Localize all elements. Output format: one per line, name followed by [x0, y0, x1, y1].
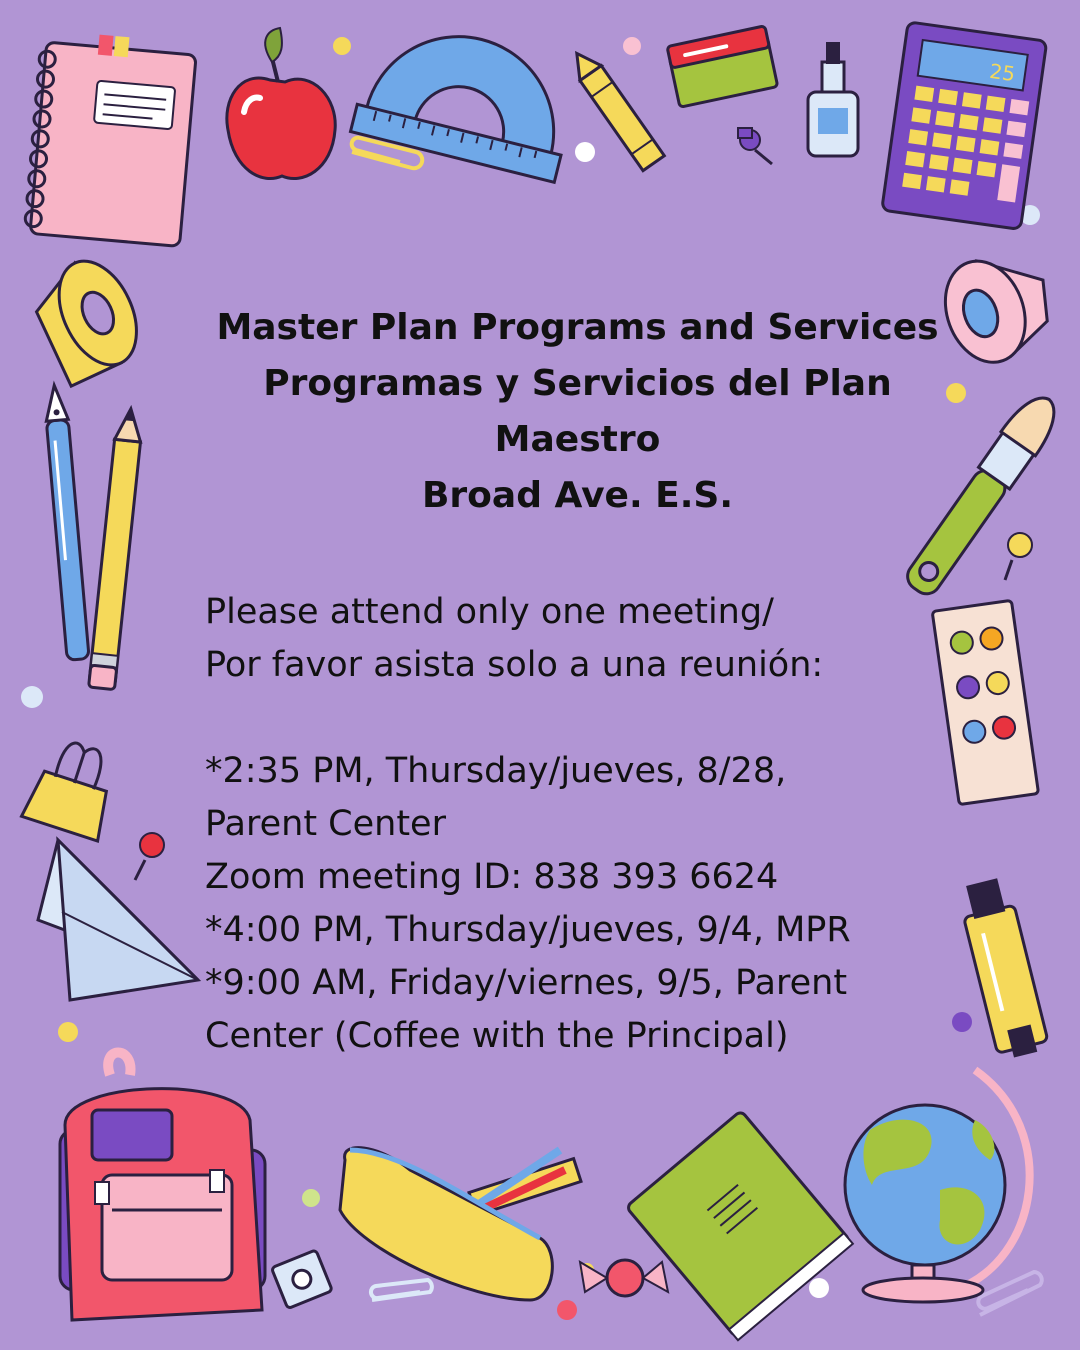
spiral-notebook-icon: [24, 30, 197, 247]
pencil-icon: [89, 407, 144, 689]
instruction-line-spanish: Por favor asista solo a una reunión:: [205, 645, 824, 685]
flyer-title: [205, 300, 950, 524]
meeting-line: *4:00 PM, Thursday/jueves, 9/4, MPR: [205, 910, 851, 950]
instruction-line-english: Please attend only one meeting/: [205, 592, 774, 632]
meeting-line: *2:35 PM, Thursday/jueves, 8/28,: [205, 751, 787, 791]
zoom-meeting-id: Zoom meeting ID: 838 393 6624: [205, 857, 779, 897]
apple-icon: [227, 28, 335, 179]
title-line-spanish: Programas y Servicios del Plan: [263, 363, 892, 404]
title-line-english: Master Plan Programs and Services: [216, 307, 939, 348]
calculator-icon: [882, 22, 1047, 230]
flyer-body: [205, 586, 965, 1063]
title-line-spanish-continued: Maestro: [494, 419, 661, 460]
eraser-icon: [667, 26, 778, 107]
calculator-display: 25: [988, 58, 1017, 87]
paperclip-icon: [978, 1272, 1041, 1315]
candy-icon: [580, 1260, 668, 1296]
paperclip-icon: [371, 1280, 432, 1300]
school-name: Broad Ave. E.S.: [421, 475, 734, 516]
globe-icon: [845, 1070, 1030, 1302]
meeting-line: Center (Coffee with the Principal): [205, 1016, 789, 1056]
highlighter-icon: [956, 876, 1050, 1061]
book-icon: [626, 1111, 853, 1341]
meeting-line: *9:00 AM, Friday/viernes, 9/5, Parent: [205, 963, 848, 1003]
paper-plane-icon: [38, 840, 198, 1000]
pushpin-icon: [1005, 533, 1032, 580]
flyer-content: [205, 300, 965, 1063]
fountain-pen-icon: [43, 384, 89, 660]
sharpener-icon: [271, 1250, 332, 1309]
backpack-icon: [60, 1053, 265, 1321]
binder-clip-icon: [21, 734, 124, 841]
pencil-case-icon: [340, 1148, 581, 1300]
pushpin-icon: [135, 833, 164, 880]
pushpin-icon: [738, 128, 772, 164]
tape-roll-icon: [25, 249, 152, 386]
meeting-line: Parent Center: [205, 804, 446, 844]
glue-bottle-icon: [808, 42, 858, 156]
spacer: [205, 692, 965, 745]
